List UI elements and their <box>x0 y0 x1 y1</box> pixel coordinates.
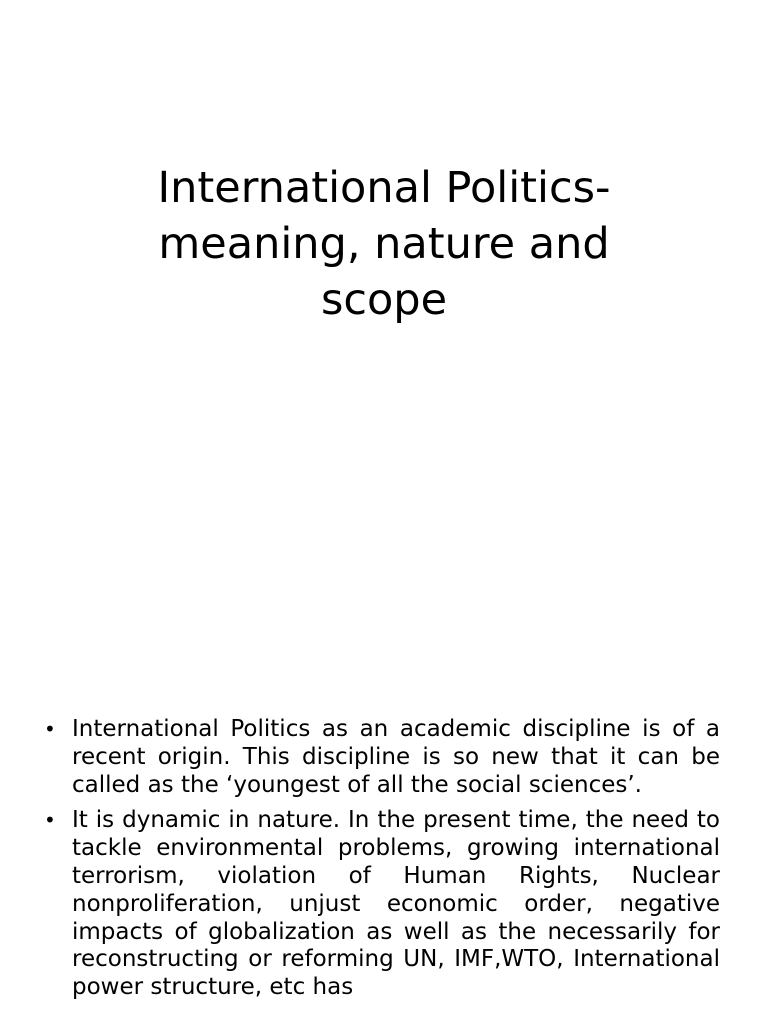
bullet-text: It is dynamic in nature. In the present time, the need to tackle environmental problems, growing international terrorism, violation of Human Rights, Nuclear nonproliferation, unjust economic order, negative impacts of globalization as well as the necessarily for reconstructing or reforming UN, IMF,WTO, International power structure, etc has <box>72 807 720 1001</box>
bullet-icon: • <box>44 808 56 833</box>
slide-title: International Politics-meaning, nature and scope <box>157 163 611 325</box>
list-item <box>44 716 720 799</box>
bullet-list <box>44 716 720 1010</box>
bullet-text: International Politics as an academic discipline is of a recent origin. This discipline is so new that it can be called as the ‘youngest of all the social sciences’. <box>72 716 720 798</box>
bullet-icon: • <box>44 717 56 741</box>
list-item <box>44 807 720 1002</box>
content-slide <box>0 576 768 1024</box>
